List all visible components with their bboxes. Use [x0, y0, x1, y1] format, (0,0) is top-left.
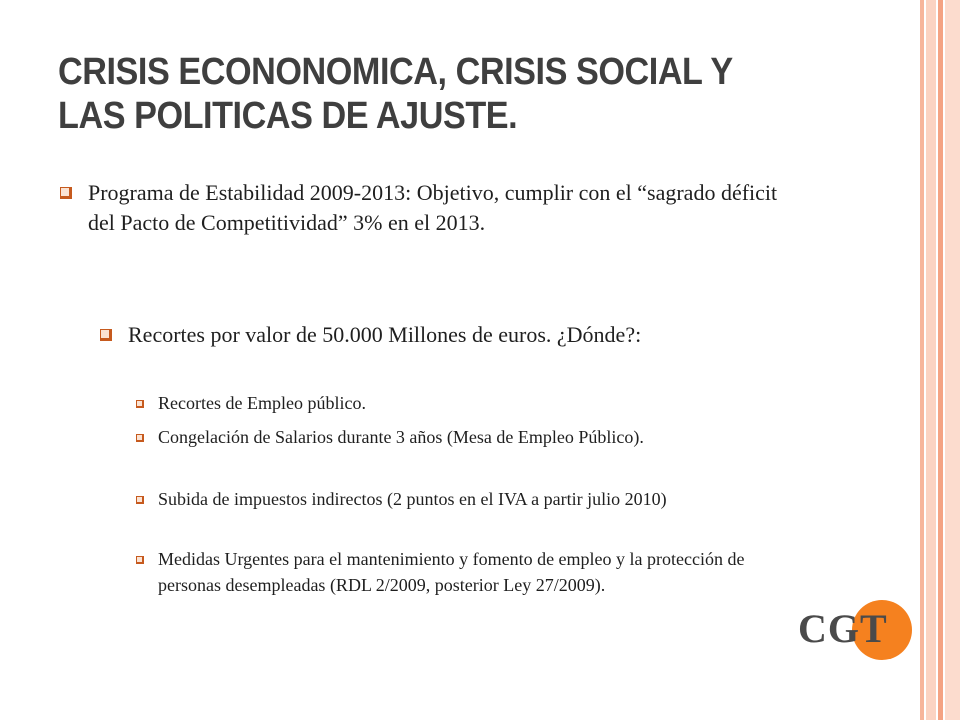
bullet-item — [158, 486, 798, 512]
logo-text: CGT — [798, 606, 888, 651]
square-bullet-icon — [136, 496, 143, 503]
bullet-item — [158, 424, 798, 450]
bullet-item — [88, 178, 808, 238]
bullet-item — [158, 546, 798, 598]
bullet-text: Recortes de Empleo público. — [158, 393, 366, 413]
square-bullet-icon — [136, 434, 143, 441]
bullet-text: Congelación de Salarios durante 3 años (Mesa de Empleo Público). — [158, 427, 644, 447]
bullet-text: Recortes por valor de 50.000 Millones de euros. ¿Dónde?: — [128, 322, 642, 347]
bullet-text: Medidas Urgentes para el mantenimiento y fomento de empleo y la protección de personas desempleadas (RDL 2/2009, posterior Ley 27/2009). — [158, 549, 745, 595]
bullet-item — [128, 320, 788, 350]
decorative-stripes — [920, 0, 960, 720]
slide-title: CRISIS ECONONOMICA, CRISIS SOCIAL Y LAS POLITICAS DE AJUSTE. — [58, 51, 733, 137]
bullet-item — [158, 390, 798, 416]
bullet-text: Subida de impuestos indirectos (2 puntos en el IVA a partir julio 2010) — [158, 489, 667, 509]
square-bullet-icon — [136, 556, 143, 563]
square-bullet-icon — [100, 329, 110, 339]
bullet-text: Programa de Estabilidad 2009-2013: Objetivo, cumplir con el “sagrado déficit del Pacto de Competitividad” 3% en el 2013. — [88, 180, 778, 235]
square-bullet-icon — [60, 187, 70, 197]
cgt-logo — [796, 600, 916, 660]
square-bullet-icon — [136, 400, 143, 407]
